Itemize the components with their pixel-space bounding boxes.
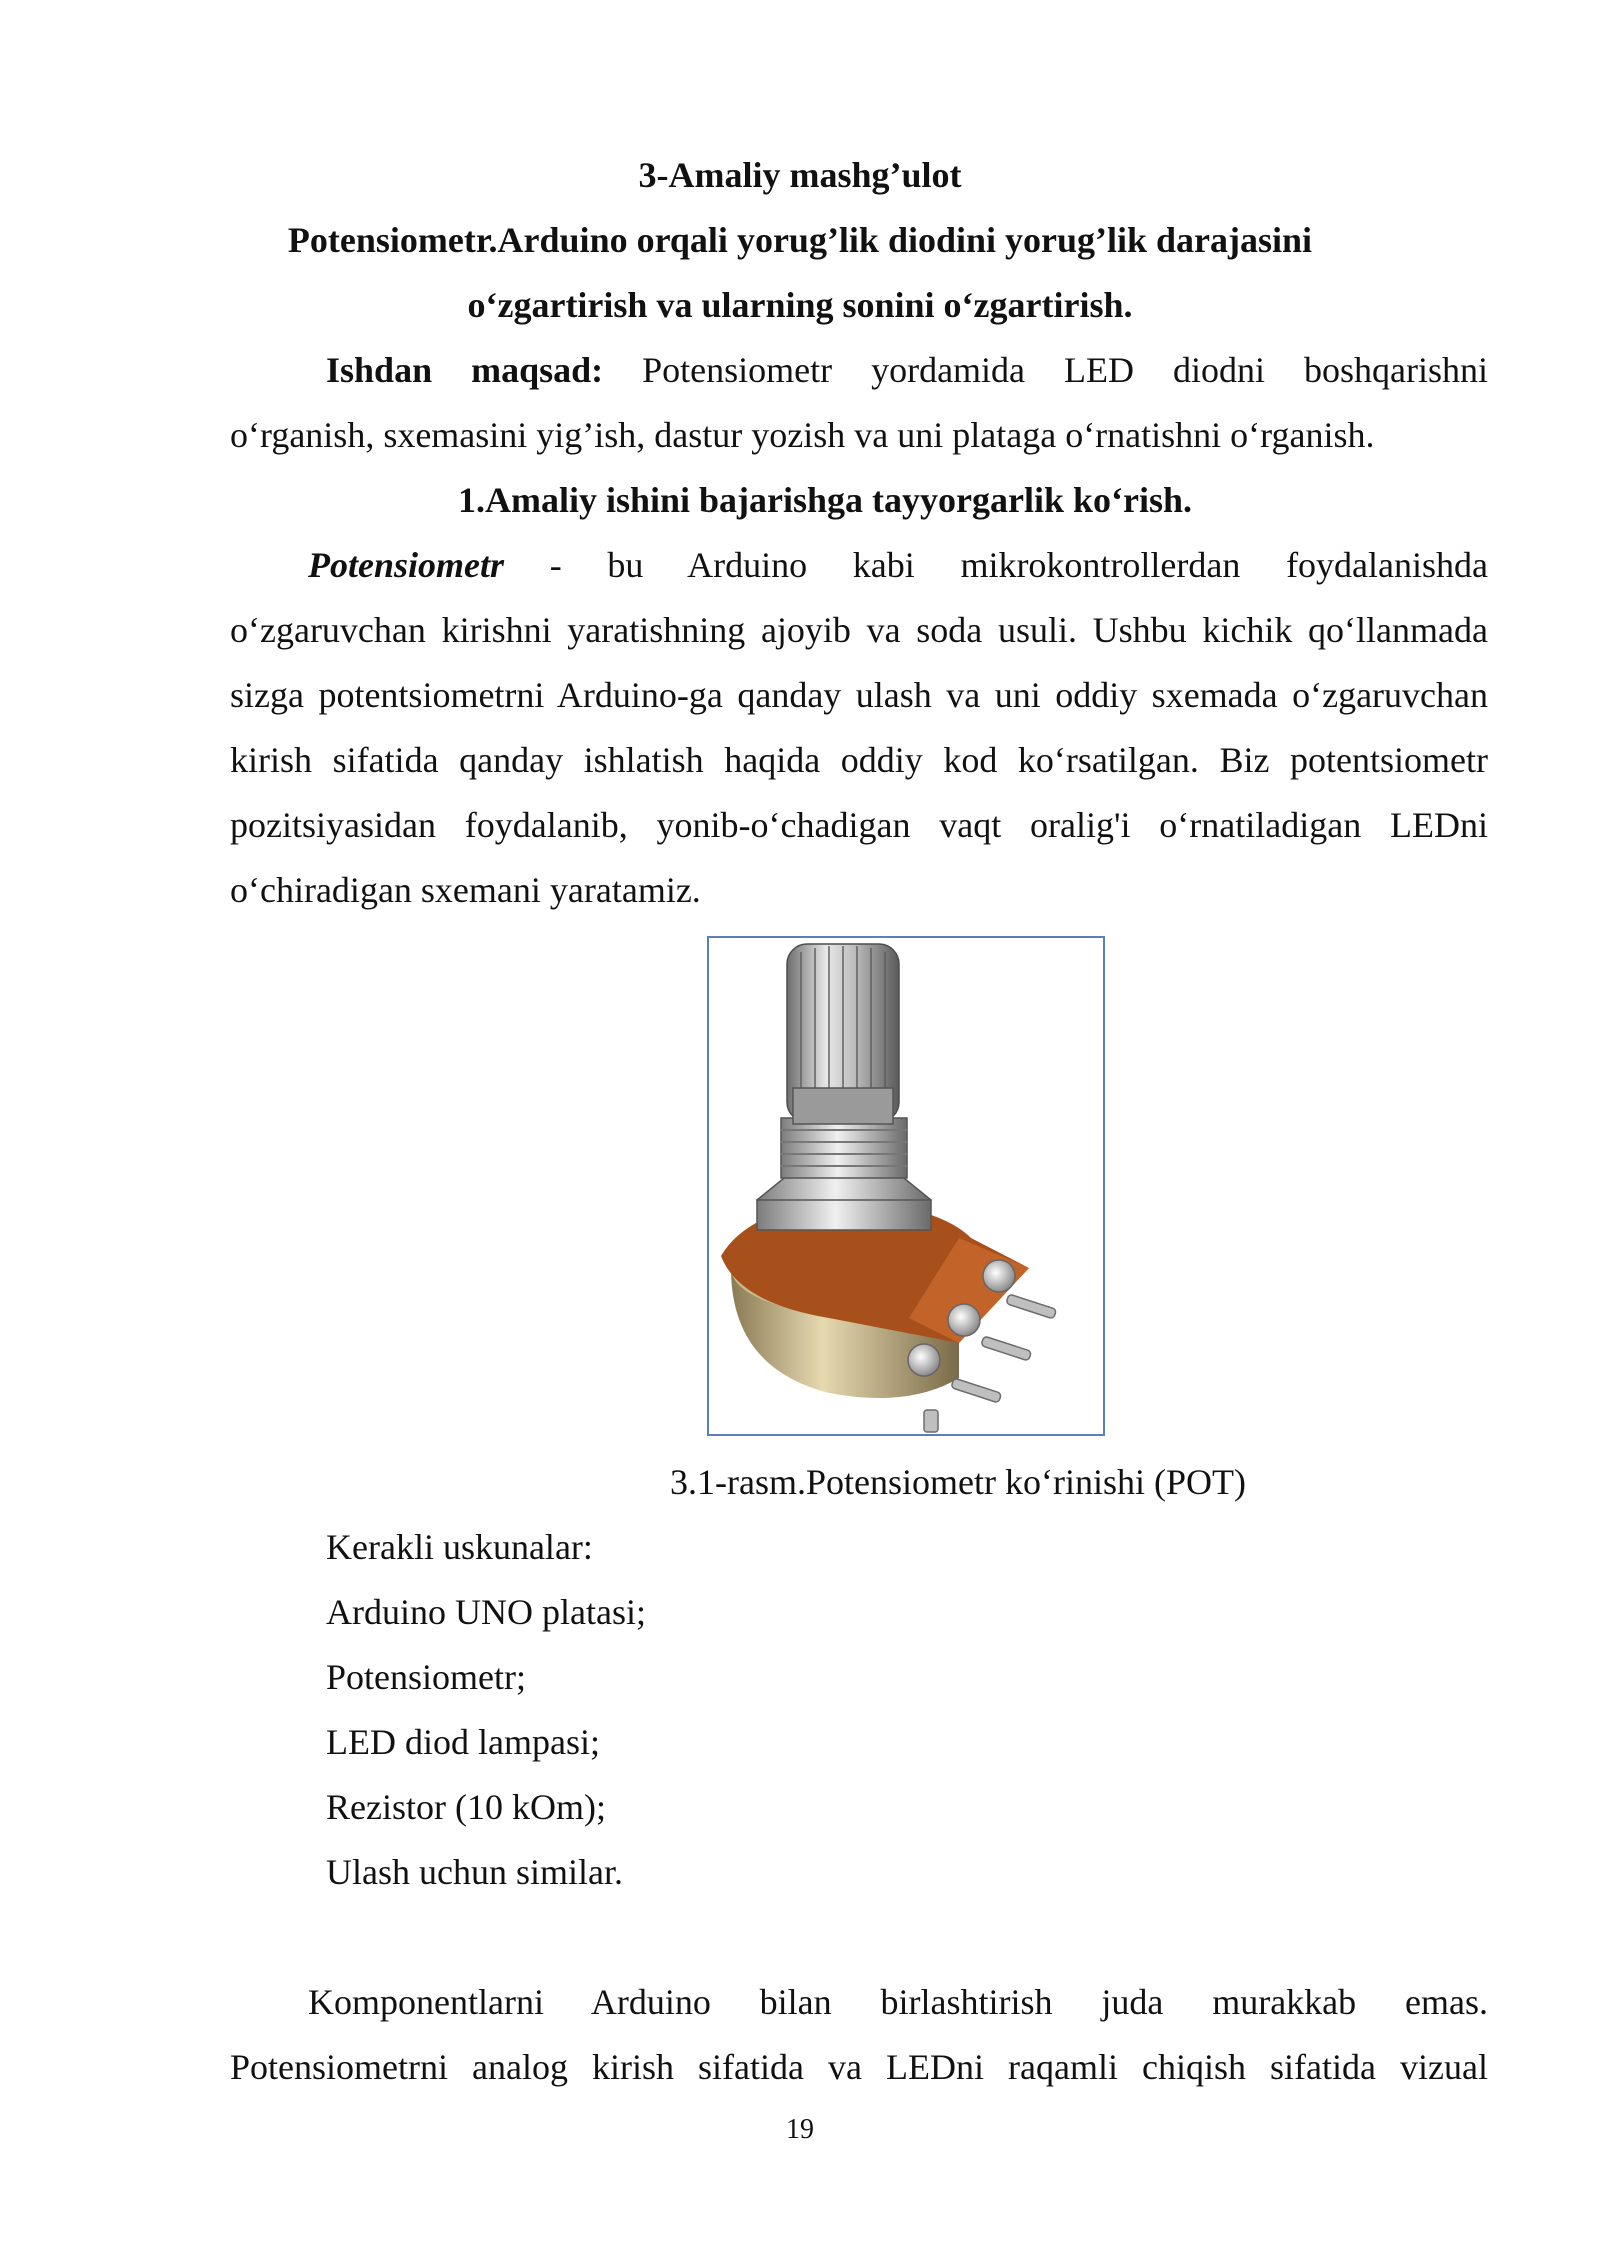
- equipment-item: Rezistor (10 kOm);: [326, 1787, 606, 1827]
- goal-label: Ishdan maqsad:: [326, 350, 604, 390]
- equipment-heading: Kerakli uskunalar:: [326, 1527, 593, 1567]
- potentiometer-photo: [709, 938, 1103, 1434]
- para1-line4: kirish sifatida qanday ishlatish haqida oddiy kod ko‘rsatilgan. Biz potentsiometr: [230, 740, 1488, 780]
- term-potensiometr: Potensiometr: [308, 545, 504, 585]
- equipment-item: Potensiometr;: [326, 1657, 526, 1697]
- topic-title-line2: o‘zgartirish va ularning sonini o‘zgartirish.: [467, 285, 1133, 325]
- equipment-item: LED diod lampasi;: [326, 1722, 600, 1762]
- page-number: 19: [786, 2114, 814, 2145]
- para1-line5: pozitsiyasidan foydalanib, yonib-o‘chadigan vaqt oralig'i o‘rnatiladigan LEDni: [230, 805, 1488, 845]
- practice-title: 3-Amaliy mashg’ulot: [638, 155, 962, 195]
- para2-line2: Potensiometrni analog kirish sifatida va LEDni raqamli chiqish sifatida vizual: [230, 2047, 1488, 2087]
- figure-caption: 3.1-rasm.Potensiometr ko‘rinishi (POT): [670, 1462, 1246, 1502]
- para1-line1: [230, 543, 1488, 587]
- topic-title-line1: Potensiometr.Arduino orqali yorug’lik diodini yorug’lik darajasini: [287, 220, 1313, 260]
- potentiometer-figure: [707, 936, 1105, 1436]
- goal-text-line1: Potensiometr yordamida LED diodni boshqarishni: [642, 350, 1488, 390]
- section-heading: 1.Amaliy ishini bajarishga tayyorgarlik ko‘rish.: [457, 480, 1193, 520]
- para2-line1: Komponentlarni Arduino bilan birlashtirish juda murakkab emas.: [308, 1982, 1488, 2022]
- para1-line2: o‘zgaruvchan kirishni yaratishning ajoyib va soda usuli. Ushbu kichik qo‘llanmada: [230, 610, 1488, 650]
- para1-line6: o‘chiradigan sxemani yaratamiz.: [230, 870, 701, 910]
- para1-line3: sizga potentsiometrni Arduino-ga qanday ulash va uni oddiy sxemada o‘zgaruvchan: [230, 675, 1488, 715]
- goal-line1: [230, 348, 1488, 392]
- goal-text-line2: o‘rganish, sxemasini yig’ish, dastur yozish va uni plataga o‘rnatishni o‘rganish.: [230, 415, 1375, 455]
- para1-line1-rest: - bu Arduino kabi mikrokontrollerdan foydalanishda: [549, 545, 1489, 585]
- equipment-item: Ulash uchun similar.: [326, 1852, 623, 1892]
- equipment-item: Arduino UNO platasi;: [326, 1592, 646, 1632]
